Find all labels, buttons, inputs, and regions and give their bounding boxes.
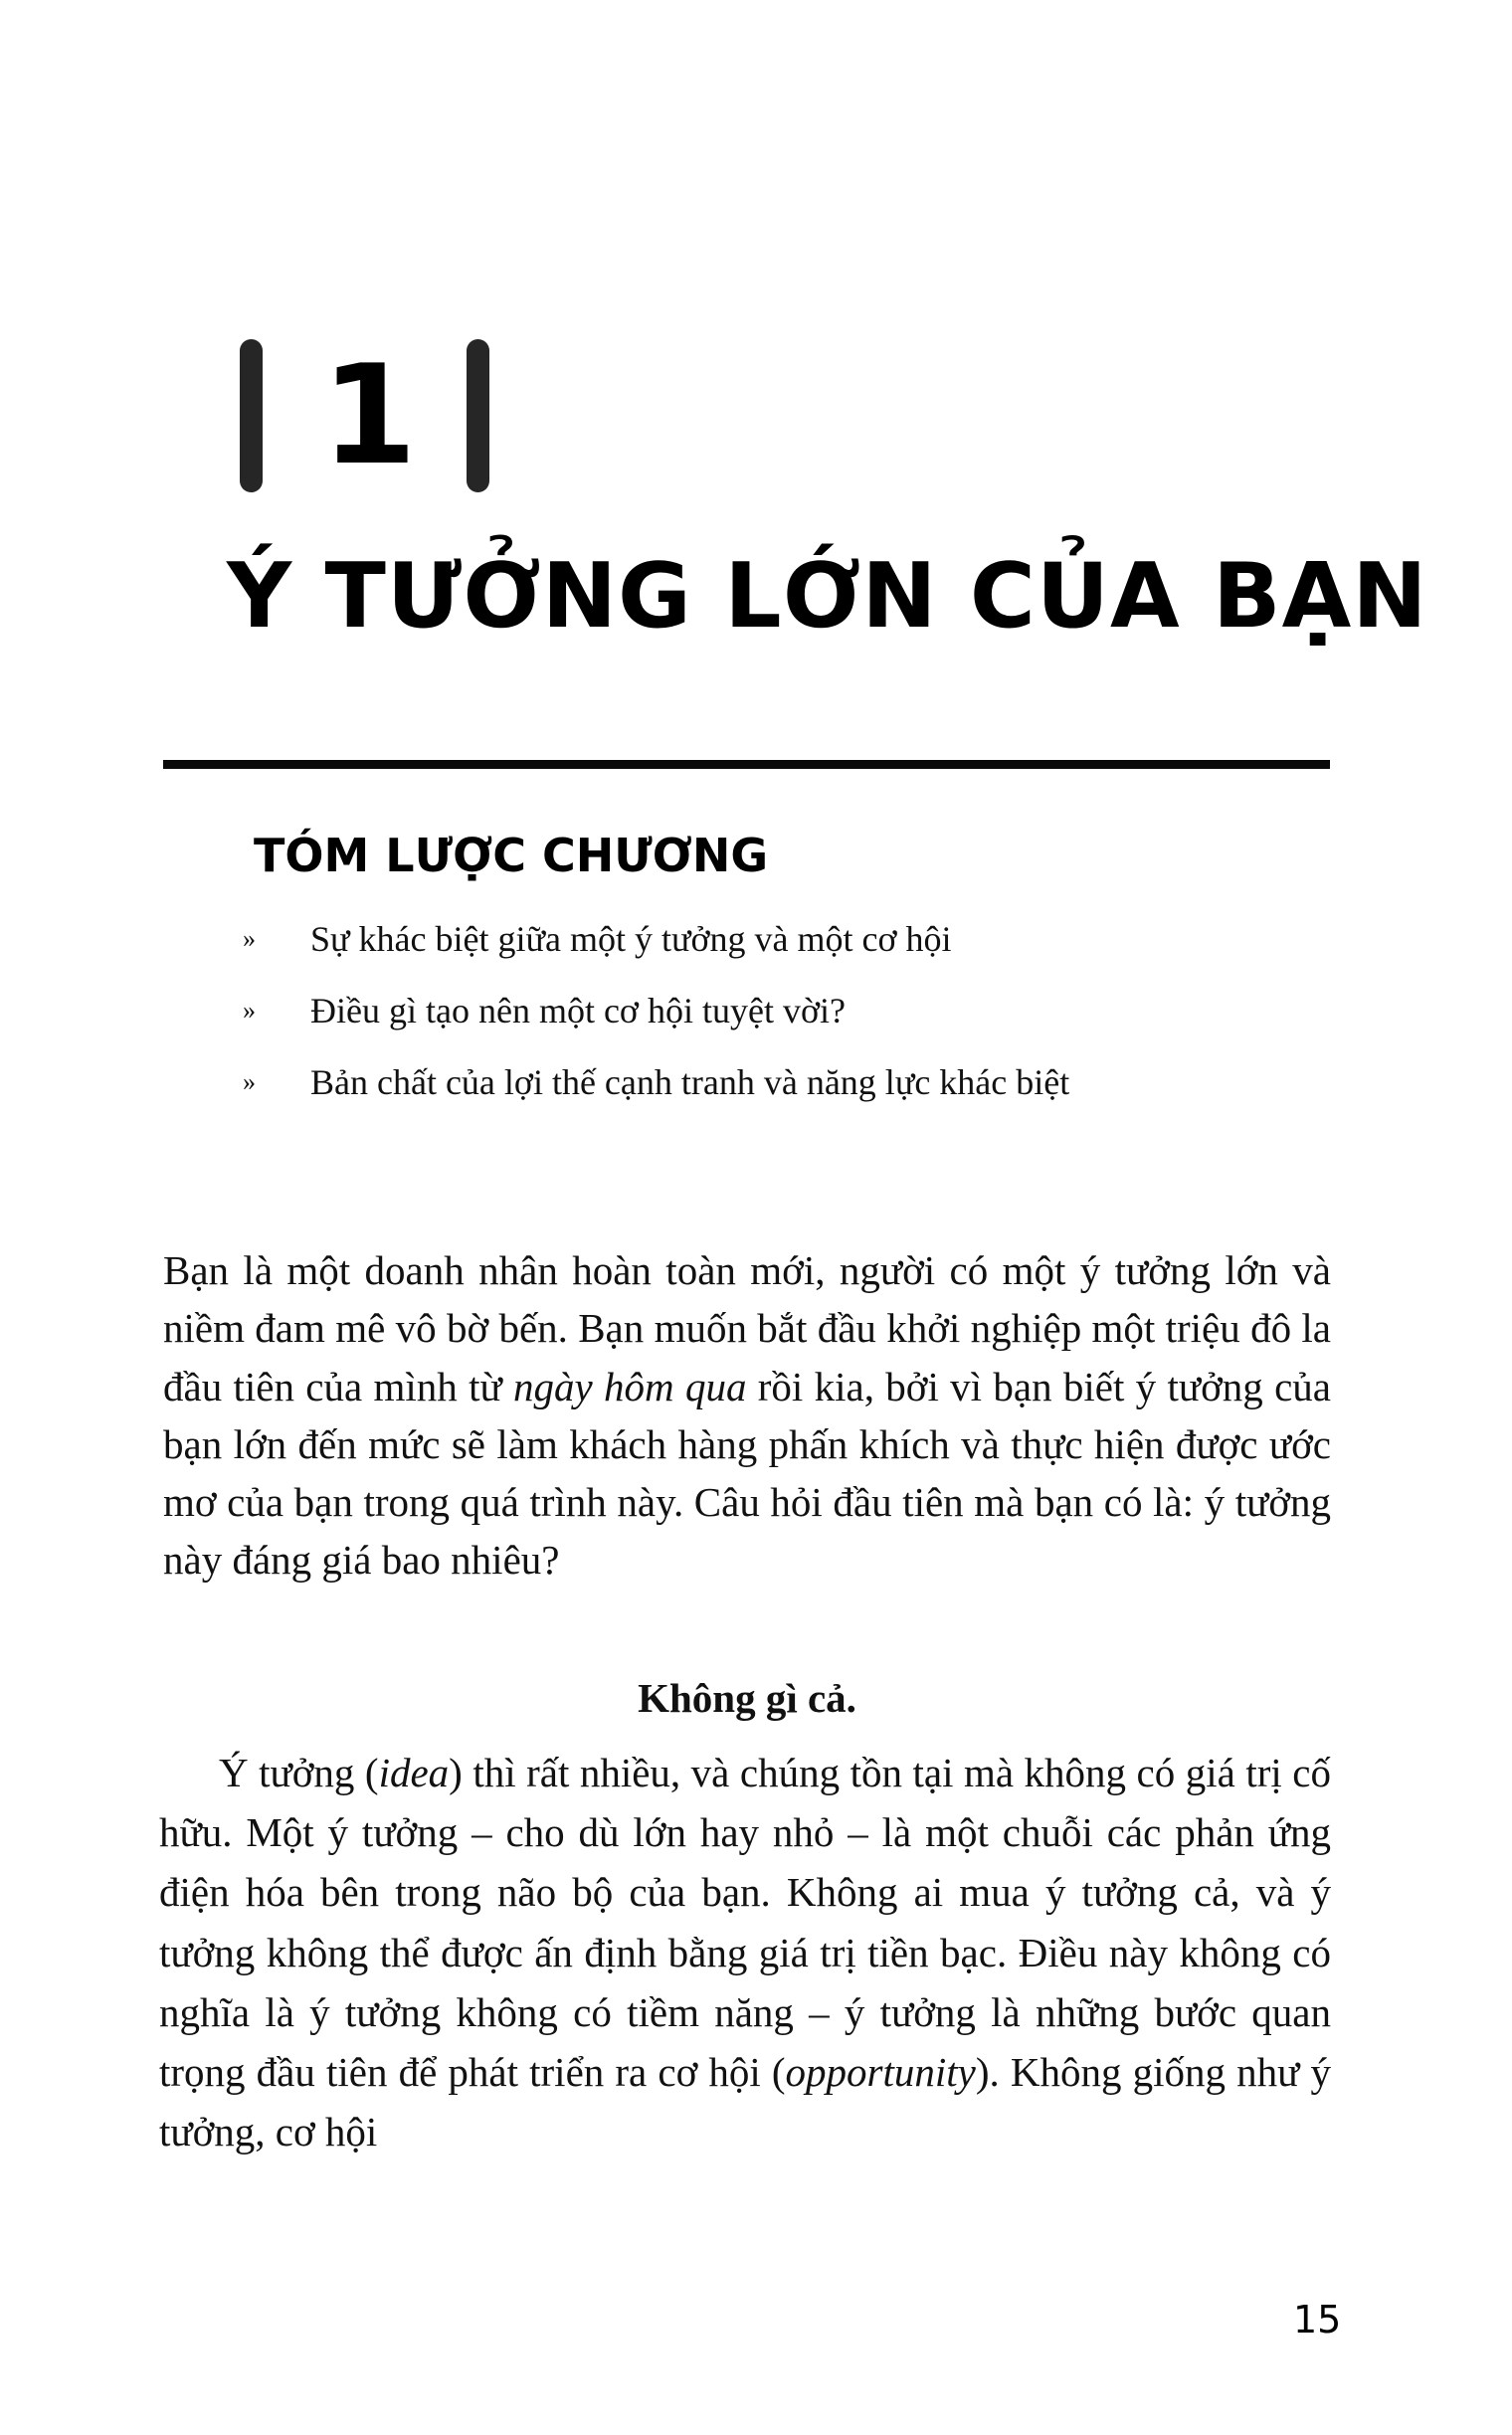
chapter-number: 1	[321, 335, 418, 495]
para2-italic-idea: idea	[378, 1750, 450, 1795]
para2-italic-opportunity: opportunity	[785, 2049, 976, 2096]
summary-item-text: Sự khác biệt giữa một ý tưởng và một cơ hội	[310, 919, 952, 959]
para2-text-b: ) thì rất nhiều, và chúng tồn tại mà không có giá trị cố hữu. Một ý tưởng – cho dù lớn hay nhỏ – là một chuỗi các phản ứng điện hóa bên trong não bộ của bạn. Không ai mua ý tưởng cả, và ý tưởng không thể được ấn định bằng giá trị tiền bạc. Điều này không có nghĩa là ý tưởng không có tiềm năng – ý tưởng là những bước quan trọng đầu tiên để phát triển ra cơ hội (	[159, 1750, 1331, 2096]
bullet-icon: »	[243, 996, 256, 1025]
page-number: 15	[1293, 2298, 1342, 2341]
chapter-title: Ý TƯỞNG LỚN CỦA BẠN	[227, 544, 1428, 649]
bullet-icon: »	[243, 924, 256, 953]
para1-text-a: Bạn là một doanh nhân hoàn toàn mới, người có một ý tưởng lớn và niềm đam mê vô bờ bến. Bạn muốn bắt đầu khởi nghiệp một triệu đô la đầu tiên của mình từ	[163, 1247, 1331, 1409]
summary-heading: TÓM LƯỢC CHƯƠNG	[254, 829, 769, 882]
body-paragraph-2	[159, 1743, 1331, 2161]
summary-item-text: Điều gì tạo nên một cơ hội tuyệt vời?	[310, 991, 846, 1030]
para1-text-b: rồi kia, bởi vì bạn biết ý tưởng của bạn lớn đến mức sẽ làm khách hàng phấn khích và thực hiện được ước mơ của bạn trong quá trình này. Câu hỏi đầu tiên mà bạn có là: ý tưởng này đáng giá bao nhiêu?	[163, 1363, 1331, 1584]
chapter-bar-left-icon	[240, 339, 263, 492]
emphasis-line: Không gì cả.	[638, 1675, 856, 1721]
bullet-icon: »	[243, 1067, 256, 1096]
summary-item-text: Bản chất của lợi thế cạnh tranh và năng lực khác biệt	[310, 1062, 1070, 1102]
chapter-number-block	[240, 335, 498, 495]
para1-italic: ngày hôm qua	[513, 1363, 747, 1409]
chapter-bar-right-icon	[467, 339, 489, 492]
para2-text-c: ). Không giống như ý tưởng, cơ hội	[159, 2049, 1331, 2155]
para2-text-a: Ý tưởng (	[219, 1750, 379, 1795]
body-paragraph-1	[163, 1241, 1331, 1590]
section-divider	[163, 760, 1330, 769]
